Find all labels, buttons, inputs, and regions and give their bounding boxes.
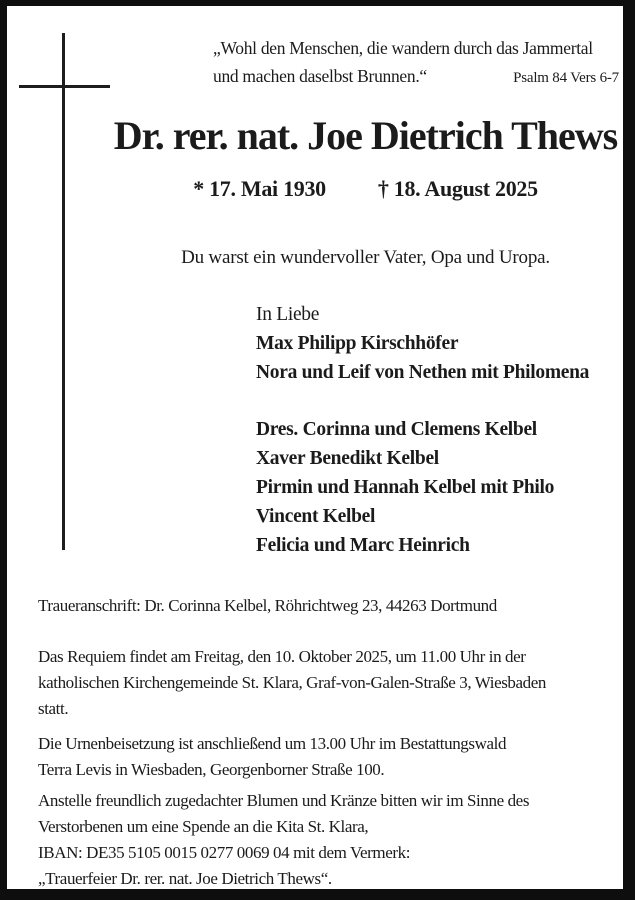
cross-vertical-bar	[62, 33, 65, 550]
cross-horizontal-bar	[19, 85, 110, 88]
mourners-intro: In Liebe	[256, 304, 320, 325]
funeral-information	[38, 593, 613, 892]
death-date: † 18. August 2025	[377, 176, 538, 201]
life-dates	[110, 176, 621, 202]
donation-line: Anstelle freundlich zugedachter Blumen und Kränze bitten wir im Sinne des	[38, 791, 530, 810]
urn-burial-line: Die Urnenbeisetzung ist anschließend um 13.00 Uhr im Bestattungswald	[38, 734, 507, 753]
birth-date: * 17. Mai 1930	[193, 176, 326, 201]
quote-line-2: und machen daselbst Brunnen.“	[213, 66, 427, 86]
mourner-name: Max Philipp Kirschhöfer	[256, 333, 459, 354]
urn-burial-paragraph	[38, 731, 613, 783]
requiem-line: statt.	[38, 699, 69, 718]
donation-reference-line: „Trauerfeier Dr. rer. nat. Joe Dietrich Thews“.	[38, 869, 332, 888]
quote-attribution: Psalm 84 Vers 6-7	[513, 70, 619, 86]
requiem-line: katholischen Kirchengemeinde St. Klara, Graf-von-Galen-Straße 3, Wiesbaden	[38, 673, 547, 692]
deceased-name: Dr. rer. nat. Joe Dietrich Thews	[113, 113, 618, 158]
mourner-name: Pirmin und Hannah Kelbel mit Philo	[256, 477, 555, 498]
mourners-list	[256, 300, 589, 560]
tribute-line: Du warst ein wundervoller Vater, Opa und Uropa.	[181, 247, 550, 268]
urn-burial-line: Terra Levis in Wiesbaden, Georgenborner Straße 100.	[38, 760, 385, 779]
requiem-line: Das Requiem findet am Freitag, den 10. Oktober 2025, um 11.00 Uhr in der	[38, 647, 526, 666]
mourner-group-2	[256, 415, 589, 560]
mourner-name: Dres. Corinna und Clemens Kelbel	[256, 419, 537, 440]
mourner-name: Felicia und Marc Heinrich	[256, 535, 470, 556]
donation-line: Verstorbenen um eine Spende an die Kita St. Klara,	[38, 817, 369, 836]
mourner-group-1	[256, 329, 589, 387]
donation-iban-line: IBAN: DE35 5105 0015 0277 0069 04 mit dem Vermerk:	[38, 843, 411, 862]
mourner-name: Xaver Benedikt Kelbel	[256, 448, 439, 469]
mourning-address: Traueranschrift: Dr. Corinna Kelbel, Röhrichtweg 23, 44263 Dortmund	[38, 596, 497, 615]
scripture-quote	[213, 34, 619, 92]
requiem-paragraph	[38, 644, 613, 722]
deceased-header	[110, 112, 621, 202]
donation-paragraph	[38, 788, 613, 892]
mourner-name: Vincent Kelbel	[256, 506, 376, 527]
mourner-name: Nora und Leif von Nethen mit Philomena	[256, 362, 590, 383]
quote-line-1: „Wohl den Menschen, die wandern durch das Jammertal	[213, 38, 593, 58]
